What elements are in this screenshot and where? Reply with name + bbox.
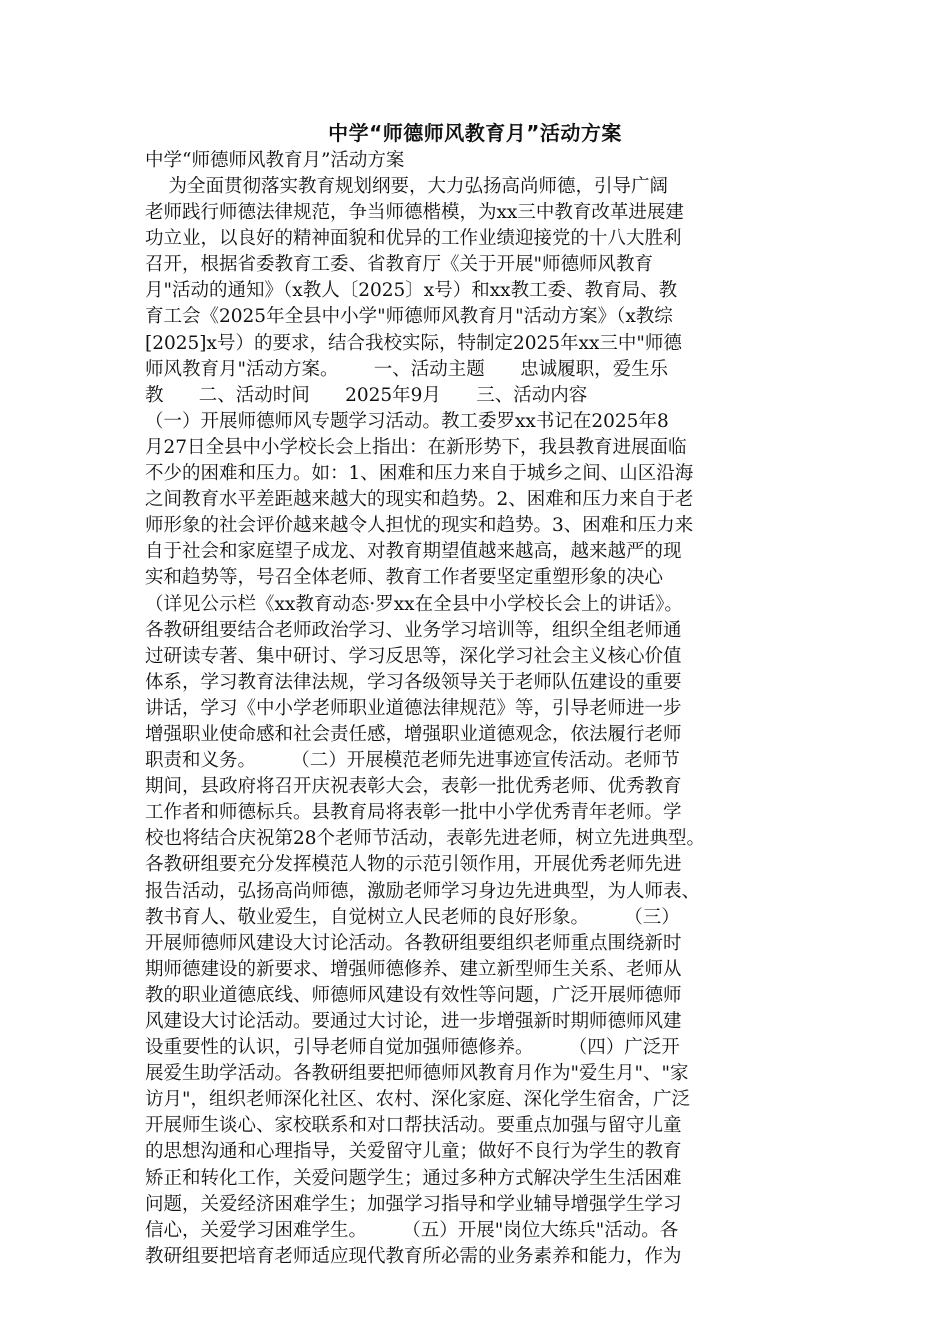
- body-text-line: 各教研组要结合老师政治学习、业务学习培训等，组织全组老师通: [145, 619, 682, 641]
- body-text-line: 各教研组要充分发挥模范人物的示范引领作用，开展优秀老师先进: [145, 854, 682, 876]
- body-text-line: 召开，根据省委教育工委、省教育厅《关于开展"师德师风教育: [145, 254, 654, 276]
- body-text-line: 育工会《2025年全县中小学"师德师风教育月"活动方案》（x教综: [145, 306, 673, 328]
- body-text-line: 期间，县政府将召开庆祝表彰大会，表彰一批优秀老师、优秀教育: [145, 776, 682, 798]
- body-text-line: 教 二、活动时间 2025年9月 三、活动内容: [145, 384, 588, 406]
- body-text-line: 访月"，组织老师深化社区、农村、深化家庭、深化学生宿舍，广泛: [145, 1089, 691, 1111]
- body-text-line: 展爱生助学活动。各教研组要把师德师风教育月作为"爱生月"、"家: [145, 1063, 689, 1085]
- body-text-line: 校也将结合庆祝第28个老师节活动，表彰先进老师，树立先进典型。: [145, 828, 706, 850]
- body-text-line: 教研组要把培育老师适应现代教育所必需的业务素养和能力，作为: [145, 1245, 682, 1267]
- body-text-line: 问题，关爱经济困难学生；加强学习指导和学业辅导增强学生学习: [145, 1193, 682, 1215]
- body-text-line: 增强职业使命感和社会责任感，增强职业道德观念，依法履行老师: [145, 723, 682, 745]
- body-text-line: 师形象的社会评价越来越令人担忧的现实和趋势。3、困难和压力来: [145, 515, 694, 537]
- body-text-line: （详见公示栏《xx教育动态·罗xx在全县中小学校长会上的讲话》。: [145, 593, 683, 615]
- body-text-line: 功立业，以良好的精神面貌和优异的工作业绩迎接党的十八大胜利: [145, 228, 682, 250]
- body-text-line: 之间教育水平差距越来越大的现实和趋势。2、困难和压力来自于老: [145, 489, 694, 511]
- body-text-line: 设重要性的认识，引导老师自觉加强师德修养。 （四）广泛开: [145, 1037, 680, 1059]
- document-body: [145, 174, 835, 1270]
- body-text-line: 报告活动，弘扬高尚师德，激励老师学习身边先进典型，为人师表、: [145, 880, 701, 902]
- body-text-line: 实和趋势等，号召全体老师、教育工作者要坚定重塑形象的决心: [145, 567, 664, 589]
- body-text-line: 老师践行师德法律规范，争当师德楷模，为xx三中教育改革进展建: [145, 202, 684, 224]
- body-text-line: 为全面贯彻落实教育规划纲要，大力弘扬高尚师德，引导广阔: [145, 176, 669, 197]
- body-text-line: 师风教育月"活动方案。 一、活动主题 忠诚履职，爱生乐: [145, 358, 669, 380]
- body-text-line: 开展师德师风建设大讨论活动。各教研组要组织老师重点围绕新时: [145, 932, 682, 954]
- body-text-line: 信心，关爱学习困难学生。 （五）开展"岗位大练兵"活动。各: [145, 1219, 679, 1241]
- body-text-line: 体系，学习教育法律法规，学习各级领导关于老师队伍建设的重要: [145, 671, 682, 693]
- body-text-line: 开展师生谈心、家校联系和对口帮扶活动。要重点加强与留守儿童: [145, 1115, 682, 1137]
- body-text-line: 教的职业道德底线、师德师风建设有效性等问题，广泛开展师德师: [145, 984, 682, 1006]
- body-text-line: 月27日全县中小学校长会上指出：在新形势下，我县教育进展面临: [145, 436, 687, 458]
- body-text-line: [2025]x号）的要求，结合我校实际，特制定2025年xx三中"师德: [145, 332, 682, 354]
- body-text-line: （一）开展师德师风专题学习活动。教工委罗xx书记在2025年8: [145, 410, 669, 432]
- body-text-line: 职责和义务。 （二）开展模范老师先进事迹宣传活动。老师节: [145, 750, 680, 772]
- body-text-line: 讲话，学习《中小学老师职业道德法律规范》等，引导老师进一步: [145, 697, 682, 719]
- body-text-line: 风建设大讨论活动。要通过大讨论，进一步增强新时期师德师风建: [145, 1011, 682, 1032]
- document-title: 中学“师德师风教育月”活动方案: [328, 121, 622, 145]
- document-subtitle: 中学“师德师风教育月”活动方案: [145, 150, 405, 171]
- body-text-line: 矫正和转化工作，关爱问题学生；通过多种方式解决学生生活困难: [145, 1167, 682, 1189]
- body-text-line: 期师德建设的新要求、增强师德修养、建立新型师生关系、老师从: [145, 958, 682, 980]
- body-text-line: 月"活动的通知》（x教人〔2025〕x号）和xx教工委、教育局、教: [145, 280, 678, 302]
- body-text-line: 教书育人、敬业爱生，自觉树立人民老师的良好形象。 （三）: [145, 906, 680, 928]
- body-text-line: 过研读专著、集中研讨、学习反思等，深化学习社会主义核心价值: [145, 645, 682, 667]
- body-text-line: 不少的困难和压力。如：1、困难和压力来自于城乡之间、山区沿海: [145, 463, 694, 485]
- body-text-line: 工作者和师德标兵。县教育局将表彰一批中小学优秀青年老师。学: [145, 802, 682, 824]
- body-text-line: 自于社会和家庭望子成龙、对教育期望值越来越高，越来越严的现: [145, 541, 682, 563]
- body-text-line: 的思想沟通和心理指导，关爱留守儿童；做好不良行为学生的教育: [145, 1141, 682, 1163]
